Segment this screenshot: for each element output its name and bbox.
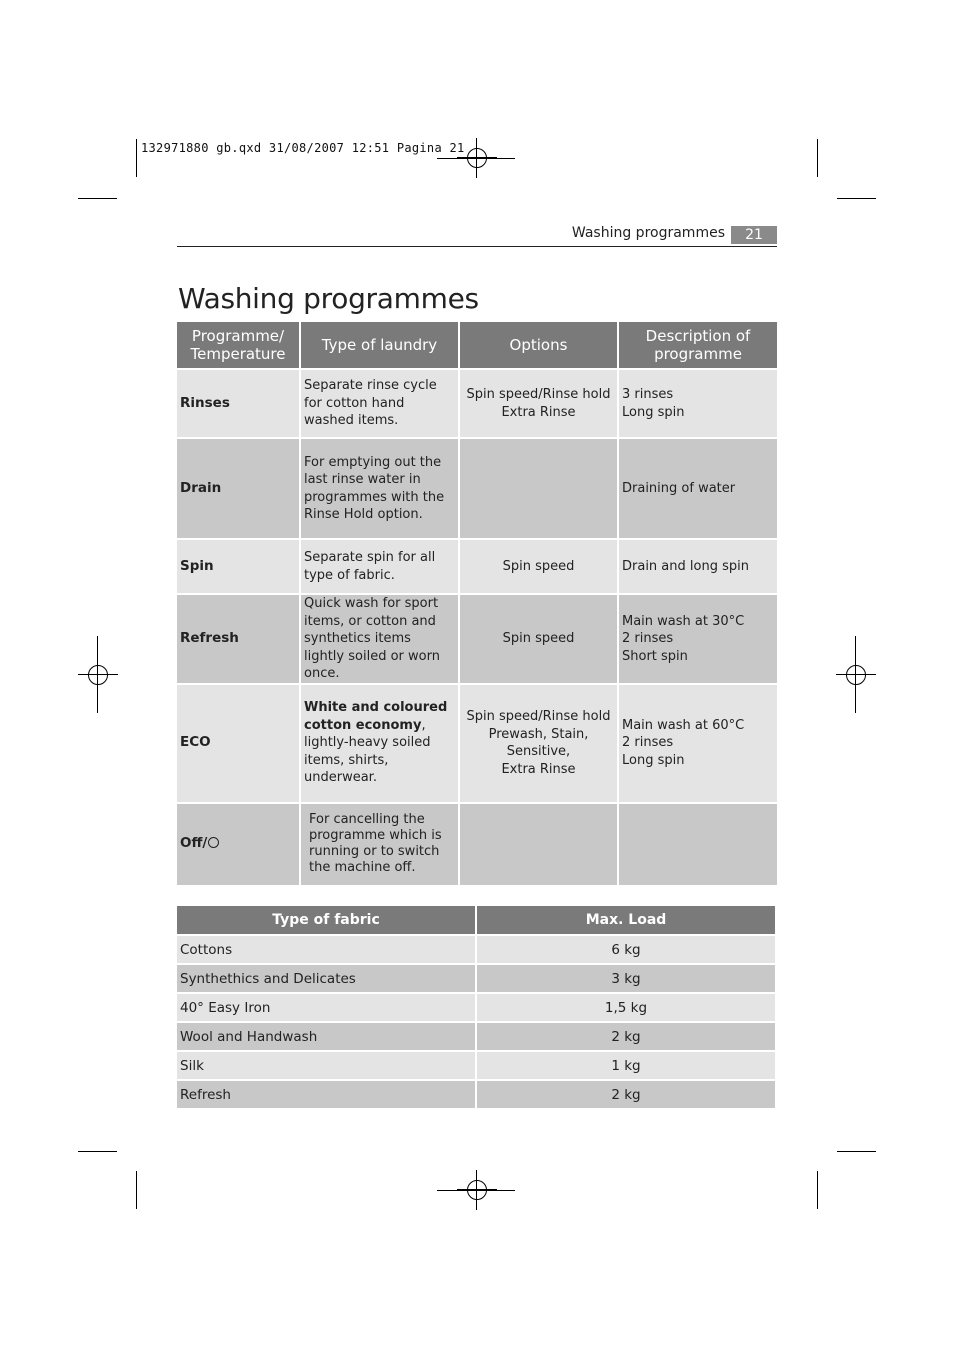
crop-mark — [437, 158, 515, 159]
table-row — [177, 540, 777, 593]
max-load-value: 1 kg — [477, 1052, 775, 1079]
table-header-row — [177, 322, 777, 368]
description: Main wash at 60°C 2 rinses Long spin — [619, 685, 777, 802]
laundry-type: For emptying out the last rinse water in programmes with the Rinse Hold option. — [301, 439, 458, 538]
crop-mark — [817, 1171, 818, 1209]
crop-mark — [837, 1151, 876, 1152]
crop-mark — [437, 1190, 515, 1191]
laundry-type: White and coloured cotton economy, lightly-heavy soiled items, shirts, underwear. — [301, 685, 458, 802]
programme-name: Refresh — [177, 595, 299, 683]
max-load-table — [175, 904, 777, 1110]
crop-mark — [97, 636, 98, 713]
programme-name: Drain — [177, 439, 299, 538]
max-load-value: 2 kg — [477, 1081, 775, 1108]
crop-mark — [136, 1171, 137, 1209]
running-header-title: Washing programmes — [571, 225, 725, 241]
column-header-programme: Programme/ Temperature — [177, 322, 299, 368]
crop-mark — [136, 139, 137, 177]
column-header-laundry: Type of laundry — [301, 322, 458, 368]
fabric-type: Refresh — [177, 1081, 475, 1108]
description: 3 rinses Long spin — [619, 370, 777, 437]
options — [460, 804, 617, 885]
description: Draining of water — [619, 439, 777, 538]
off-circle-icon — [208, 837, 219, 848]
description: Main wash at 30°C 2 rinses Short spin — [619, 595, 777, 683]
page-title: Washing programmes — [178, 282, 479, 315]
options: Spin speed/Rinse hold Prewash, Stain, Sensitive, Extra Rinse — [460, 685, 617, 802]
header-rule — [177, 246, 777, 247]
table-row — [177, 685, 777, 802]
table-row — [177, 370, 777, 437]
page-number: 21 — [731, 226, 777, 244]
options: Spin speed/Rinse hold Extra Rinse — [460, 370, 617, 437]
laundry-type: Quick wash for sport items, or cotton and synthetics items lightly soiled or worn once. — [301, 595, 458, 683]
column-header-max-load: Max. Load — [477, 906, 775, 934]
fabric-type: Silk — [177, 1052, 475, 1079]
options: Spin speed — [460, 540, 617, 593]
column-header-fabric: Type of fabric — [177, 906, 475, 934]
fabric-type: Synthethics and Delicates — [177, 965, 475, 992]
max-load-value: 3 kg — [477, 965, 775, 992]
programme-name: ECO — [177, 685, 299, 802]
table-row — [177, 804, 777, 885]
table-row — [177, 965, 775, 992]
options — [460, 439, 617, 538]
options: Spin speed — [460, 595, 617, 683]
table-row — [177, 439, 777, 538]
programmes-table — [175, 320, 779, 887]
table-row — [177, 1023, 775, 1050]
fabric-type: Cottons — [177, 936, 475, 963]
table-row — [177, 595, 777, 683]
table-header-row — [177, 906, 775, 934]
laundry-type: Separate rinse cycle for cotton hand washed items. — [301, 370, 458, 437]
laundry-highlight: White and coloured cotton economy — [304, 700, 448, 733]
crop-mark — [855, 636, 856, 713]
max-load-value: 1,5 kg — [477, 994, 775, 1021]
crop-mark — [78, 198, 117, 199]
fabric-type: Wool and Handwash — [177, 1023, 475, 1050]
column-header-description: Description of programme — [619, 322, 777, 368]
programme-name: Off/ — [177, 804, 299, 885]
table-row — [177, 1052, 775, 1079]
programme-name: Rinses — [177, 370, 299, 437]
column-header-options: Options — [460, 322, 617, 368]
max-load-value: 6 kg — [477, 936, 775, 963]
programme-name: Spin — [177, 540, 299, 593]
table-row — [177, 1081, 775, 1108]
table-row — [177, 936, 775, 963]
table-row — [177, 994, 775, 1021]
fabric-type: 40° Easy Iron — [177, 994, 475, 1021]
registration-target-icon — [836, 655, 876, 695]
crop-mark — [78, 1151, 117, 1152]
description — [619, 804, 777, 885]
registration-target-icon — [78, 655, 118, 695]
laundry-type: Separate spin for all type of fabric. — [301, 540, 458, 593]
laundry-type: For cancelling the programme which is running or to switch the machine off. — [301, 804, 458, 885]
crop-mark — [817, 139, 818, 177]
print-slug: 132971880 gb.qxd 31/08/2007 12:51 Pagina 21 — [141, 141, 465, 155]
max-load-value: 2 kg — [477, 1023, 775, 1050]
description: Drain and long spin — [619, 540, 777, 593]
crop-mark — [837, 198, 876, 199]
